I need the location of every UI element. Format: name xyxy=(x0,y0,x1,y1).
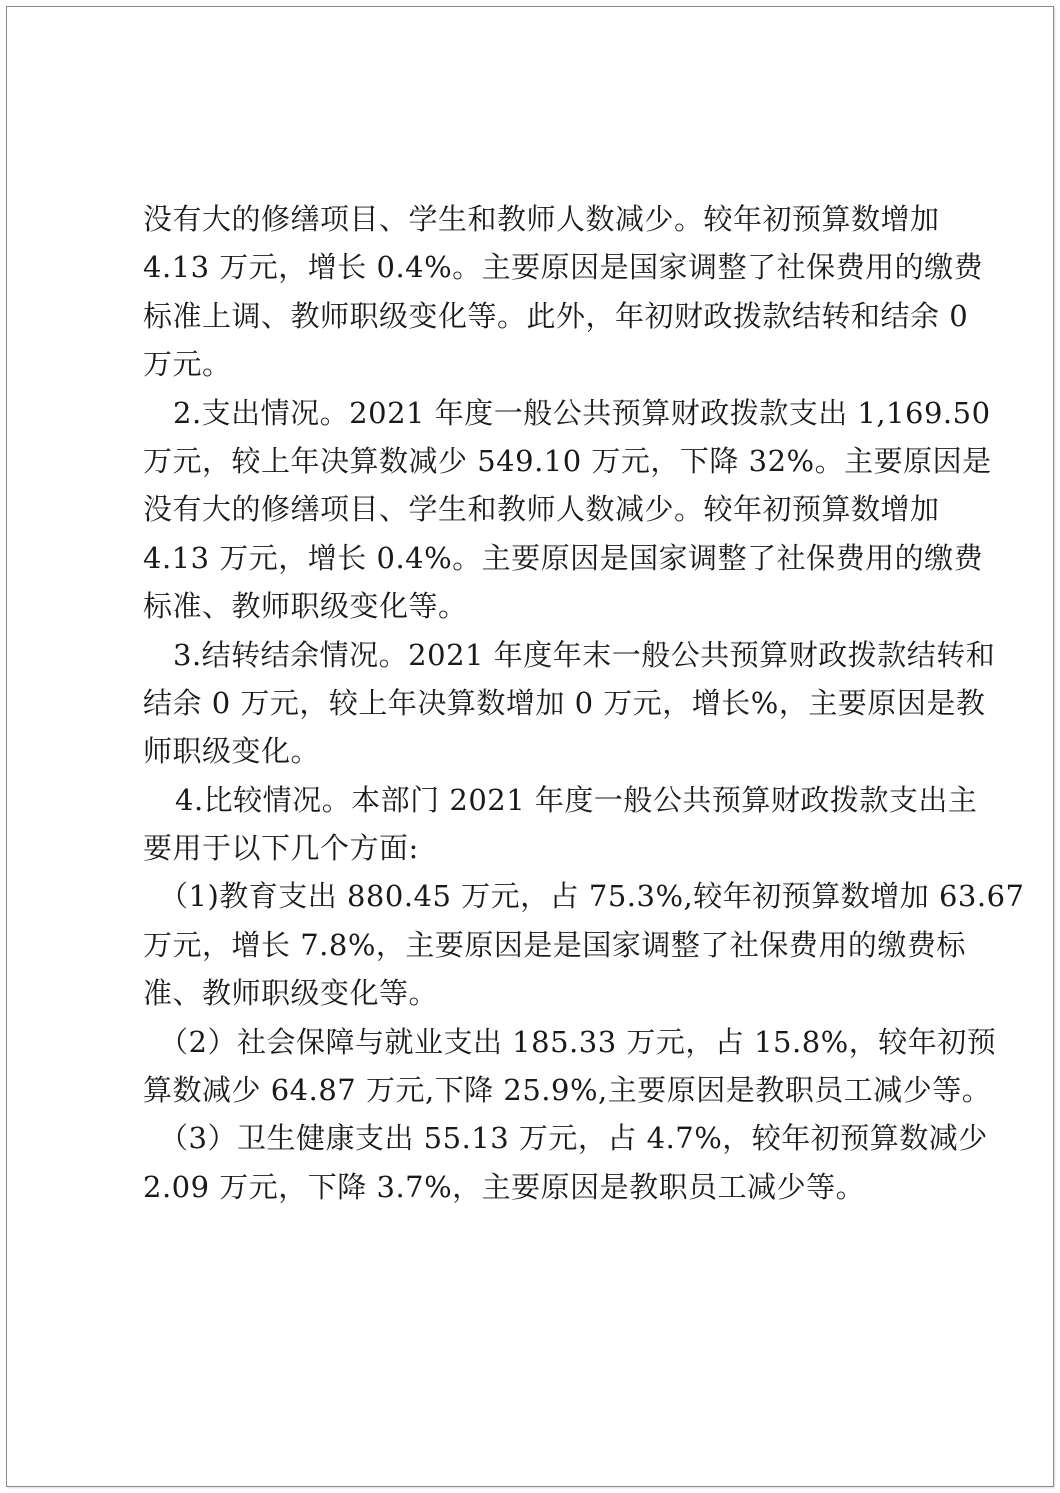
text-line: 4.比较情况。本部门 2021 年度一般公共预算财政拨款支出主 xyxy=(175,782,978,817)
text-line: 4.13 万元，增长 0.4%。主要原因是国家调整了社保费用的缴费 xyxy=(143,250,984,285)
document-body xyxy=(143,195,1025,1211)
text-line: 标准上调、教师职级变化等。此外，年初财政拨款结转和结余 0 xyxy=(143,298,969,333)
text-line: 准、教师职级变化等。 xyxy=(143,976,439,1011)
text-line: （2）社会保障与就业支出 185.33 万元，占 15.8%，较年初预 xyxy=(159,1024,997,1059)
text-line: 师职级变化。 xyxy=(143,734,321,769)
text-line: 结余 0 万元，较上年决算数增加 0 万元，增长%，主要原因是教 xyxy=(143,685,986,720)
text-line: 万元，较上年决算数减少 549.10 万元，下降 32%。主要原因是 xyxy=(143,443,992,478)
text-line: （3）卫生健康支出 55.13 万元，占 4.7%，较年初预算数减少 xyxy=(159,1121,988,1156)
text-line: （1)教育支出 880.45 万元，占 75.3%,较年初预算数增加 63.67 xyxy=(159,879,1025,914)
text-line: 要用于以下几个方面: xyxy=(143,831,419,866)
text-line: 标准、教师职级变化等。 xyxy=(143,589,468,624)
text-line: 没有大的修缮项目、学生和教师人数减少。较年初预算数增加 xyxy=(143,202,940,236)
text-line: 没有大的修缮项目、学生和教师人数减少。较年初预算数增加 xyxy=(143,492,940,527)
text-line: 3.结转结余情况。2021 年度年末一般公共预算财政拨款结转和 xyxy=(173,637,996,672)
text-line: 2.支出情况。2021 年度一般公共预算财政拨款支出 1,169.50 xyxy=(173,395,991,430)
text-line: 万元。 xyxy=(143,347,232,382)
text-line: 4.13 万元，增长 0.4%。主要原因是国家调整了社保费用的缴费 xyxy=(143,540,984,575)
text-line: 万元，增长 7.8%，主要原因是是国家调整了社保费用的缴费标 xyxy=(143,927,966,962)
text-line: 算数减少 64.87 万元,下降 25.9%,主要原因是教职员工减少等。 xyxy=(143,1073,992,1108)
text-line: 2.09 万元，下降 3.7%，主要原因是教职员工减少等。 xyxy=(143,1169,866,1204)
